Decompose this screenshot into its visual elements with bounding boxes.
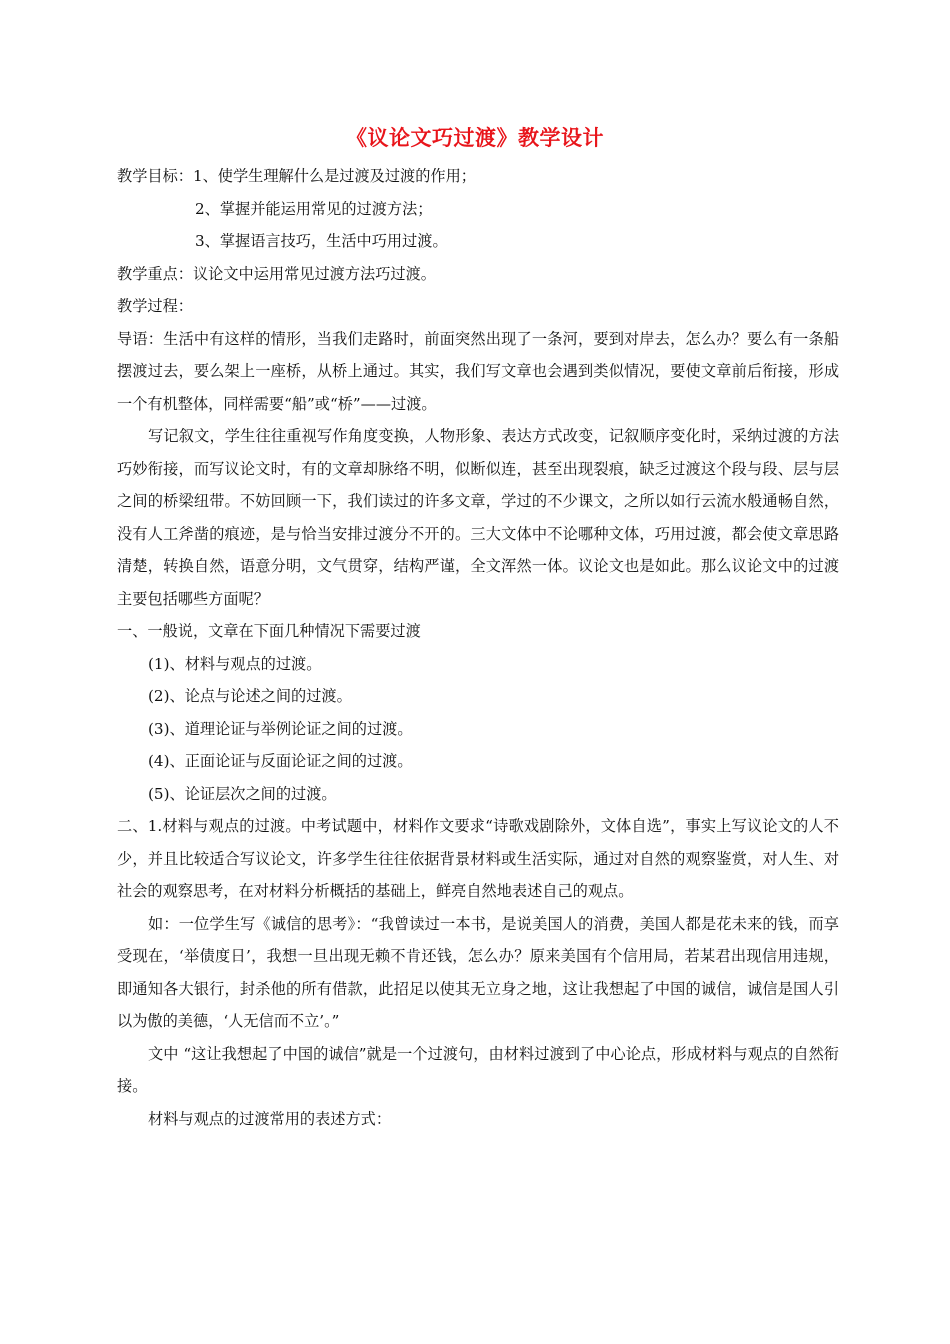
narrative-paragraph: 写记叙文，学生往往重视写作角度变换，人物形象、表达方式改变，记叙顺序变化时，采纳过渡的方法巧妙衔接，而写议论文时，有的文章却脉络不明，似断似连，甚至出现裂痕，缺乏过渡这个段与段、层与层之间的桥梁纽带。不妨回顾一下，我们读过的许多文章，学过的不少课文，之所以如行云流水般通畅自然，没有人工斧凿的痕迹，是与恰当安排过渡分不开的。三大文体中不论哪种文体，巧用过渡，都会使文章思路清楚，转换自然，语意分明，文气贯穿，结构严谨，全文浑然一体。议论文也是如此。那么议论文中的过渡主要包括哪些方面呢？ (117, 427, 839, 608)
teaching-key-point: 教学重点：议论文中运用常见过渡方法巧过渡。 (117, 264, 436, 283)
list-item: (3)、道理论证与举例论证之间的过渡。 (148, 719, 413, 738)
analysis-paragraph: 文中 “这让我想起了中国的诚信”就是一个过渡句，由材料过渡到了中心论点，形成材料与观点的自然衔接。 (117, 1044, 839, 1095)
document-title: 《议论文巧过渡》教学设计 (346, 126, 604, 150)
document-body (117, 160, 839, 1135)
list-item: (4)、正面论证与反面论证之间的过渡。 (148, 752, 413, 770)
list-item: (1)、材料与观点的过渡。 (148, 654, 322, 673)
teaching-goal-1: 教学目标：1、使学生理解什么是过渡及过渡的作用； (117, 167, 476, 185)
section-two-paragraph: 二、1.材料与观点的过渡。中考试题中，材料作文要求“诗歌戏剧除外，文体自选”，事实上写议论文的人不少，并且比较适合写议论文，许多学生往往依据背景材料或生活实际，通过对自然的观察鉴赏，对人生、对社会的观察思考，在对材料分析概括的基础上，鲜亮自然地表述自己的观点。 (117, 817, 839, 900)
list-item: (5)、论证层次之间的过渡。 (148, 784, 337, 803)
teaching-goal-3: 3、掌握语言技巧，生活中巧用过渡。 (195, 232, 448, 250)
section-one-heading: 一、一般说，文章在下面几种情况下需要过渡 (117, 622, 421, 640)
teaching-goal-2: 2、掌握并能运用常见的过渡方法； (195, 199, 433, 218)
list-item: (2)、论点与论述之间的过渡。 (148, 687, 352, 705)
teaching-process-label: 教学过程： (117, 297, 193, 315)
example-paragraph: 如：一位学生写《诚信的思考》：“我曾读过一本书，是说美国人的消费，美国人都是花未来的钱，而享受现在，‘举债度日’，我想一旦出现无赖不肯还钱，怎么办？原来美国有个信用局，若某君出现信用违规，即通知各大银行，封杀他的所有借款，此招足以使其无立身之地，这让我想起了中国的诚信，诚信是国人引以为傲的美德，‘人无信而不立’。” (117, 914, 839, 1030)
intro-paragraph: 导语：生活中有这样的情形，当我们走路时，前面突然出现了一条河，要到对岸去，怎么办？要么有一条船摆渡过去，要么架上一座桥，从桥上通过。其实，我们写文章也会遇到类似情况，要使文章前后衔接，形成一个有机整体，同样需要“船”或“桥”——过渡。 (117, 329, 839, 413)
method-label: 材料与观点的过渡常用的表述方式： (148, 1109, 391, 1128)
